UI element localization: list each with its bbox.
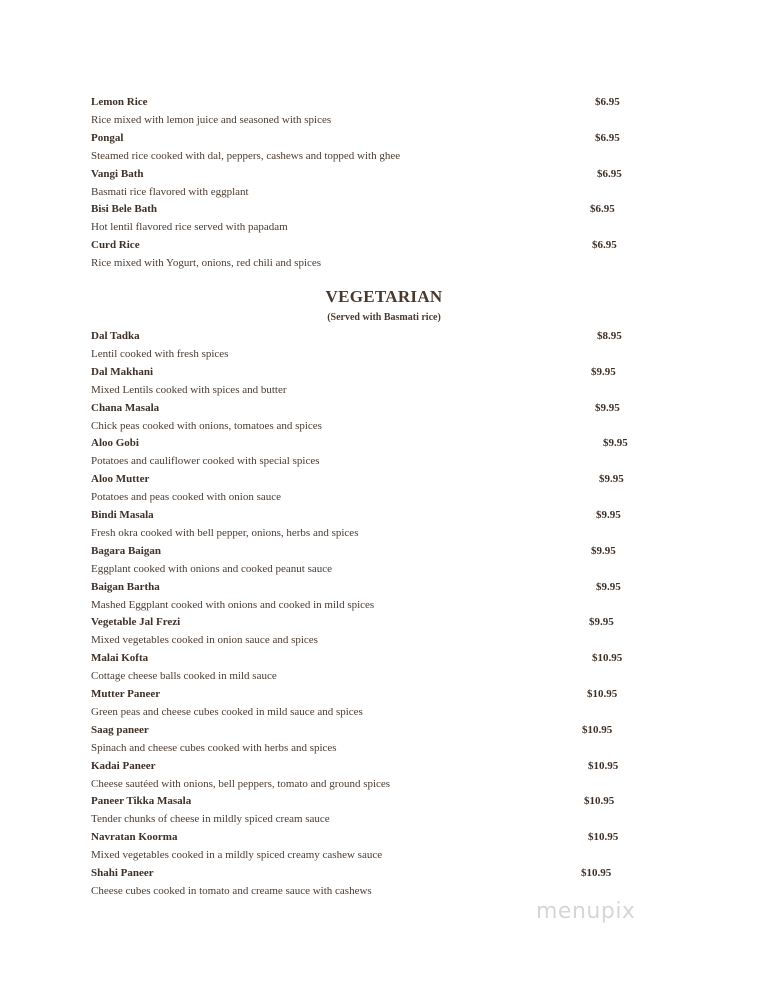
item-price: $10.95 bbox=[592, 652, 623, 665]
item-description: Spinach and cheese cubes cooked with herbs and spices bbox=[91, 741, 337, 754]
item-price: $9.95 bbox=[591, 365, 616, 378]
item-price: $6.95 bbox=[595, 131, 620, 144]
item-price: $10.95 bbox=[588, 831, 619, 844]
item-description: Eggplant cooked with onions and cooked peanut sauce bbox=[91, 562, 333, 575]
item-description: Mashed Eggplant cooked with onions and cooked in mild spices bbox=[91, 598, 375, 611]
item-description: Mixed Lentils cooked with spices and butter bbox=[91, 383, 287, 396]
item-description: Potatoes and peas cooked with onion sauce bbox=[91, 491, 282, 504]
item-price: $9.95 bbox=[596, 580, 621, 593]
item-price: $9.95 bbox=[599, 473, 624, 486]
item-name: Shahi Paneer bbox=[91, 867, 154, 879]
item-name: Bindi Masala bbox=[91, 509, 154, 521]
item-name: Aloo Mutter bbox=[91, 473, 150, 486]
item-name: Chana Masala bbox=[91, 401, 160, 414]
section-title: VEGETARIAN bbox=[325, 287, 443, 306]
item-price: $10.95 bbox=[584, 795, 615, 808]
item-name: Bisi Bele Bath bbox=[91, 203, 158, 216]
item-description: Cheese cubes cooked in tomato and creame sauce with cashews bbox=[91, 885, 372, 897]
item-description: Hot lentil flavored rice served with papadam bbox=[91, 221, 288, 234]
item-description: Lentil cooked with fresh spices bbox=[91, 348, 229, 360]
item-price: $6.95 bbox=[590, 203, 615, 216]
item-name: Kadai Paneer bbox=[91, 759, 156, 772]
item-name: Malai Kofta bbox=[91, 652, 149, 665]
item-price: $8.95 bbox=[597, 330, 622, 342]
item-price: $10.95 bbox=[582, 723, 613, 736]
item-price: $9.95 bbox=[589, 616, 614, 629]
item-name: Navratan Koorma bbox=[91, 831, 178, 844]
item-name: Pongal bbox=[91, 131, 124, 144]
section-subtitle: (Served with Basmati rice) bbox=[327, 312, 441, 323]
item-price: $9.95 bbox=[596, 509, 621, 521]
item-description: Potatoes and cauliflower cooked with special spices bbox=[91, 455, 320, 468]
item-description: Tender chunks of cheese in mildly spiced cream sauce bbox=[91, 813, 330, 826]
item-name: Baigan Bartha bbox=[91, 580, 160, 593]
item-name: Curd Rice bbox=[91, 239, 140, 252]
item-description: Fresh okra cooked with bell pepper, onions, herbs and spices bbox=[91, 527, 359, 539]
item-description: Steamed rice cooked with dal, peppers, cashews and topped with ghee bbox=[91, 149, 401, 162]
item-description: Mixed vegetables cooked in onion sauce and spices bbox=[91, 634, 318, 647]
menupix-watermark: menupix bbox=[536, 899, 636, 924]
item-name: Lemon Rice bbox=[91, 96, 148, 108]
item-name: Mutter Paneer bbox=[91, 688, 161, 700]
item-price: $10.95 bbox=[581, 867, 612, 879]
item-description: Cheese sautéed with onions, bell peppers, tomato and ground spices bbox=[91, 777, 391, 790]
item-price: $6.95 bbox=[595, 96, 620, 108]
item-name: Vangi Bath bbox=[91, 167, 144, 180]
item-price: $10.95 bbox=[588, 759, 619, 772]
item-price: $9.95 bbox=[603, 437, 628, 450]
item-description: Green peas and cheese cubes cooked in mild sauce and spices bbox=[91, 706, 363, 718]
item-description: Basmati rice flavored with eggplant bbox=[91, 185, 249, 198]
item-name: Dal Tadka bbox=[91, 330, 140, 342]
item-price: $6.95 bbox=[597, 167, 622, 180]
item-description: Mixed vegetables cooked in a mildly spiced creamy cashew sauce bbox=[91, 849, 383, 862]
item-description: Rice mixed with Yogurt, onions, red chili and spices bbox=[91, 257, 322, 270]
item-description: Chick peas cooked with onions, tomatoes and spices bbox=[91, 419, 322, 432]
item-description: Cottage cheese balls cooked in mild sauce bbox=[91, 670, 277, 683]
item-name: Paneer Tikka Masala bbox=[91, 795, 192, 808]
item-description: Rice mixed with lemon juice and seasoned with spices bbox=[91, 114, 332, 126]
item-name: Saag paneer bbox=[91, 723, 149, 736]
item-name: Bagara Baigan bbox=[91, 544, 161, 557]
item-price: $9.95 bbox=[595, 401, 620, 414]
item-name: Dal Makhani bbox=[91, 365, 154, 378]
item-price: $6.95 bbox=[592, 239, 617, 252]
item-name: Vegetable Jal Frezi bbox=[91, 616, 181, 629]
item-name: Aloo Gobi bbox=[91, 437, 139, 450]
item-price: $10.95 bbox=[587, 688, 618, 700]
item-price: $9.95 bbox=[591, 544, 616, 557]
